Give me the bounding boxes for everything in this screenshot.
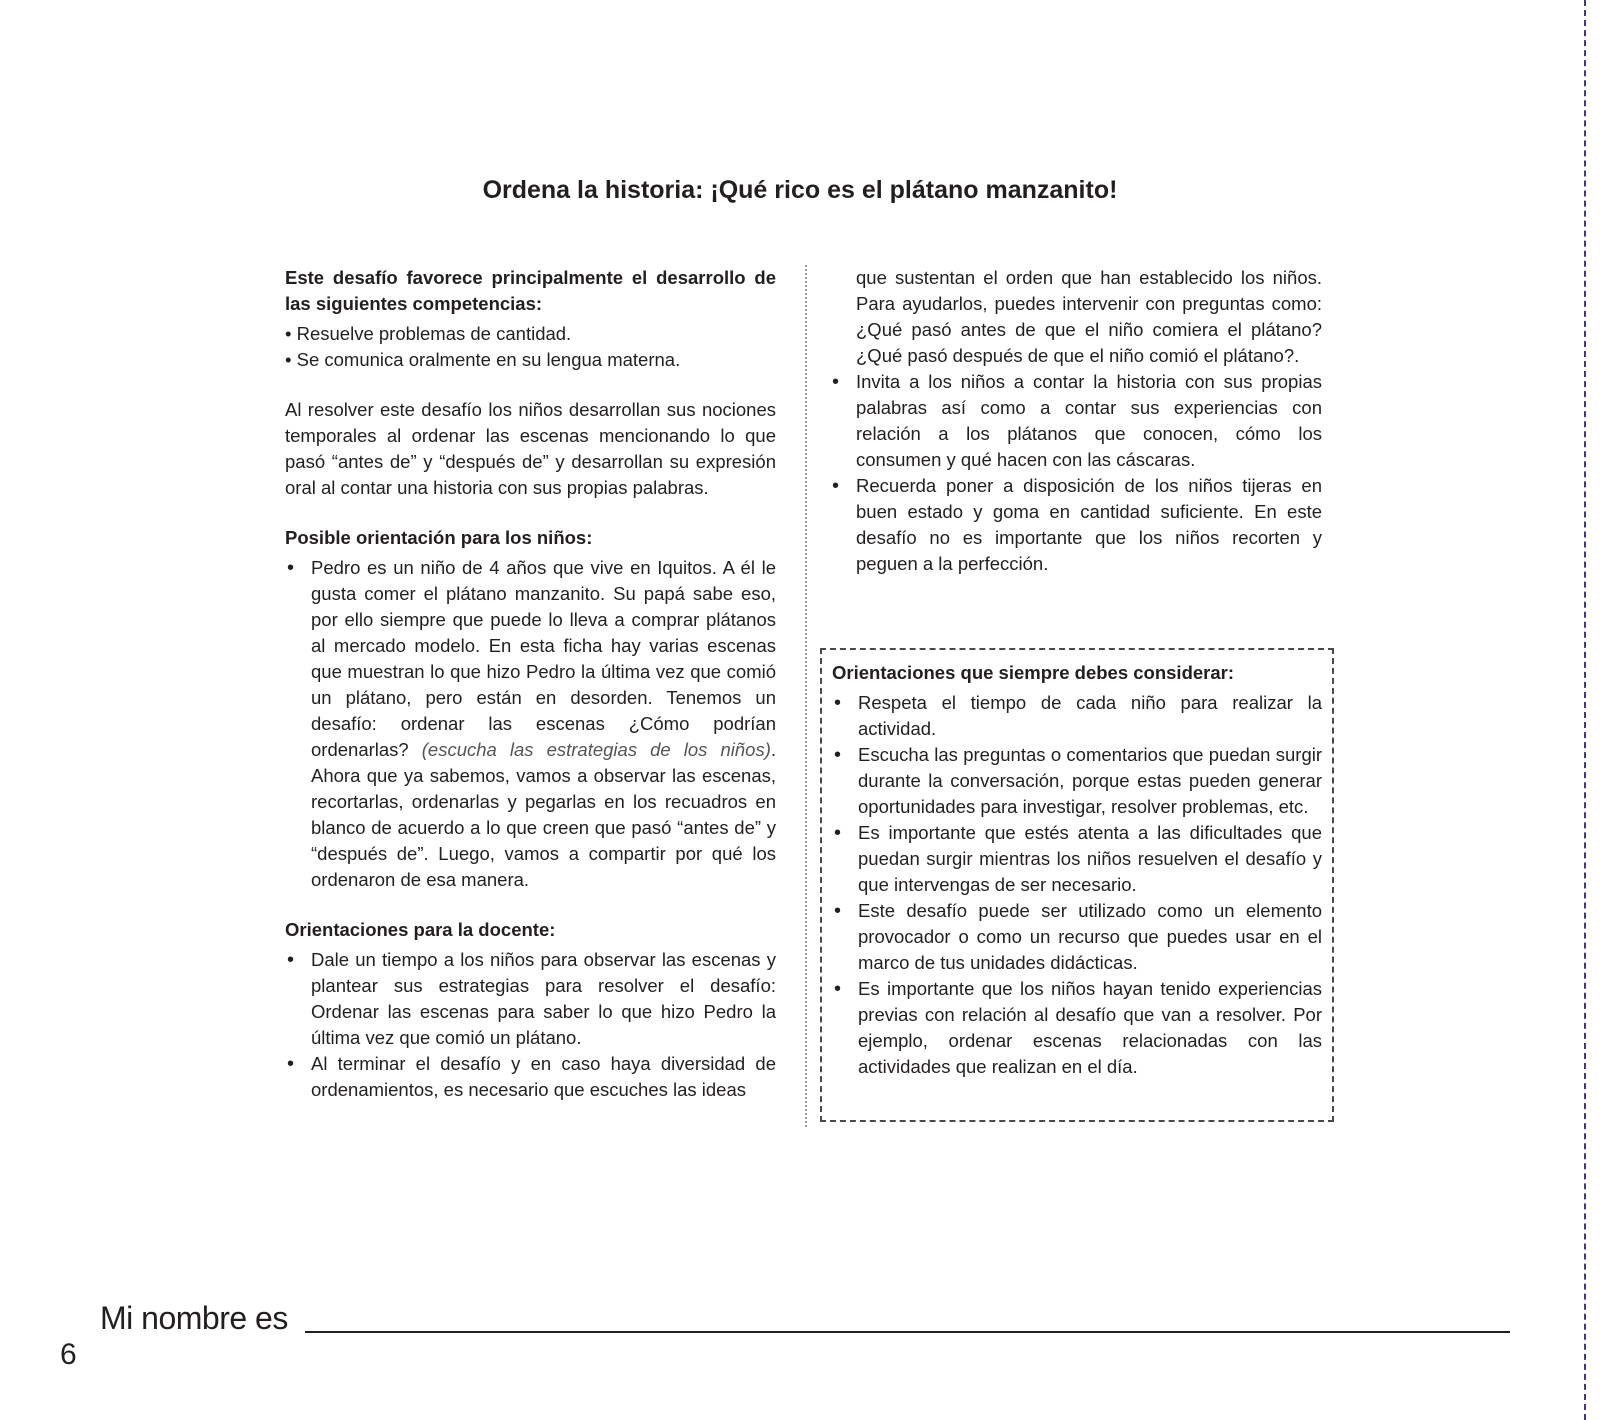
teacher-item: • Recuerda poner a disposición de los niños tijeras en buen estado y goma en cantidad suficiente. En este desafío no es importante que los niños recorten y peguen a la perfección.	[830, 473, 1322, 577]
orientation-item	[285, 555, 776, 893]
tip-item: • Es importante que estés atenta a las dificultades que puedan surgir mientras los niños resuelven el desafío y que intervengas de ser necesario.	[832, 820, 1322, 898]
name-write-line[interactable]	[305, 1331, 1510, 1333]
teacher-item: • Dale un tiempo a los niños para observar las escenas y plantear sus estrategias para resolver el desafío: Ordenar las escenas para saber lo que hizo Pedro la última vez que comió un plátano.	[285, 947, 776, 1051]
orientation-text: Pedro es un niño de 4 años que vive en Iquitos. A él le gusta comer el plátano manzanito. Su papá sabe eso, por ello siempre que puede lo lleva a comprar plátanos al mercado modelo. En esta ficha hay varias escenas que muestran lo que hizo Pedro la última vez que comió un plátano, pero están en desorden. Tenemos un desafío: ordenar las escenas ¿Cómo podrían ordenarlas?	[311, 557, 776, 760]
description-paragraph: Al resolver este desafío los niños desarrollan sus nociones temporales al ordenar las escenas mencionando lo que pasó “antes de” y “después de” y desarrollan su expresión oral al contar una historia con sus propias palabras.	[285, 399, 776, 498]
name-label: Mi nombre es	[100, 1300, 288, 1336]
competency-item: • Se comunica oralmente en su lengua materna.	[285, 349, 681, 370]
teacher-heading: Orientaciones para la docente:	[285, 919, 556, 940]
left-column	[285, 265, 776, 1103]
teacher-item: • Invita a los niños a contar la historia con sus propias palabras así como a contar sus experiencias con relación a los plátanos que conocen, cómo los consumen y qué hacen con las cáscaras.	[830, 369, 1322, 473]
competencies-list	[285, 321, 776, 373]
teacher-item: • Al terminar el desafío y en caso haya diversidad de ordenamientos, es necesario que escuches las ideas	[285, 1051, 776, 1103]
orientation-italic-note: (escucha las estrategias de los niños)	[421, 739, 771, 760]
page-title: Ordena la historia: ¡Qué rico es el plátano manzanito!	[482, 176, 1118, 204]
competencies-intro: Este desafío favorece principalmente el desarrollo de las siguientes competencias:	[285, 267, 776, 314]
tip-item: • Respeta el tiempo de cada niño para realizar la actividad.	[832, 690, 1322, 742]
orientation-heading: Posible orientación para los niños:	[285, 527, 593, 548]
competency-item: • Resuelve problemas de cantidad.	[285, 323, 572, 344]
tips-list	[832, 690, 1322, 1080]
right-column	[830, 265, 1322, 577]
tips-box	[820, 648, 1334, 1122]
tip-item: • Este desafío puede ser utilizado como un elemento provocador o como un recurso que puedes usar en el marco de tus unidades didácticas.	[832, 898, 1322, 976]
column-divider	[805, 265, 807, 1127]
orientation-list	[285, 555, 776, 893]
right-list	[830, 369, 1322, 577]
cut-guide-line	[1584, 0, 1586, 1420]
tips-heading: Orientaciones que siempre debes considerar:	[832, 662, 1235, 683]
teacher-list	[285, 947, 776, 1103]
teacher-item-continuation: que sustentan el orden que han establecido los niños. Para ayudarlos, puedes intervenir con preguntas como: ¿Qué pasó antes de que el niño comiera el plátano? ¿Qué pasó después de que el niño comió el plátano?.	[856, 267, 1322, 366]
tip-item: • Escucha las preguntas o comentarios que puedan surgir durante la conversación, porque estas pueden generar oportunidades para investigar, resolver problemas, etc.	[832, 742, 1322, 820]
tip-item: • Es importante que los niños hayan tenido experiencias previas con relación al desafío que van a resolver. Por ejemplo, ordenar escenas relacionadas con las actividades que realizan en el día.	[832, 976, 1322, 1080]
orientation-text-cont: . Ahora que ya sabemos, vamos a observar las escenas, recortarlas, ordenarlas y pegarlas en los recuadros en blanco de acuerdo a lo que creen que pasó “antes de” y “después de”. Luego, vamos a compartir por qué los ordenaron de esa manera.	[311, 739, 776, 890]
page-number: 6	[60, 1338, 77, 1371]
